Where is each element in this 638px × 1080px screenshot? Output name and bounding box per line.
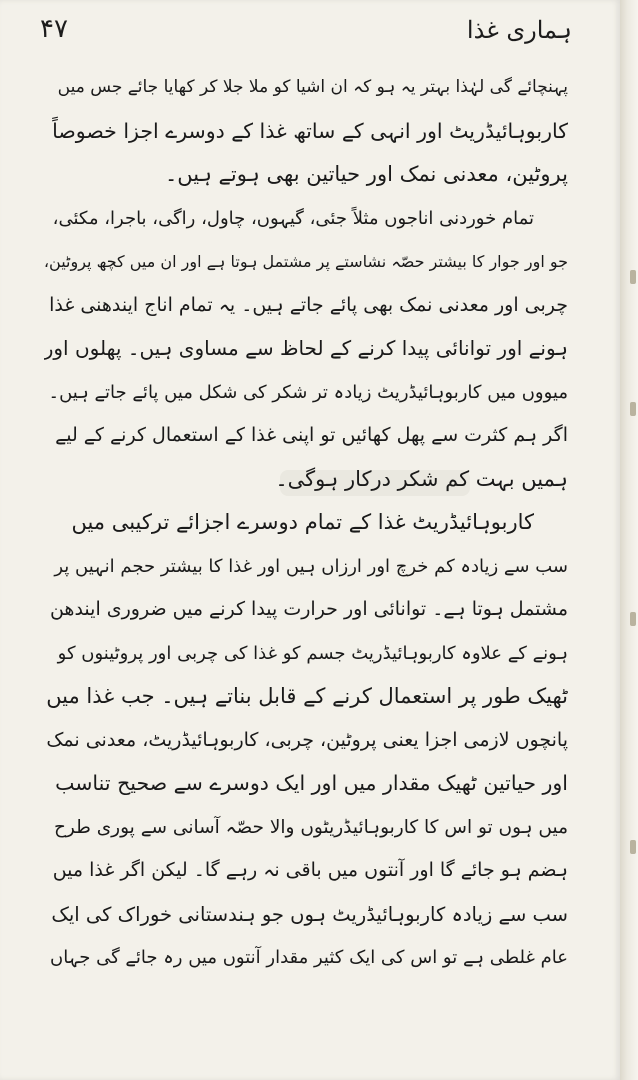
text-line: سب سے زیادہ کاربوہائیڈریٹ ہوں جو ہندستانی خوراک کی ایک	[51, 902, 568, 926]
text-line: میں ہوں تو اس کا کاربوہائیڈریٹوں والا حصّہ آسانی سے پوری طرح	[53, 816, 568, 838]
text-line: میووں میں کاربوہائیڈریٹ زیادہ تر شکر کی شکل میں پائے جاتے ہیں۔	[48, 381, 568, 403]
text-line: چربی اور معدنی نمک بھی پائے جاتے ہیں۔ یہ تمام اناج ایندھنی غذا	[49, 293, 568, 316]
binding-mark	[630, 840, 636, 854]
text-line: پروٹین، معدنی نمک اور حیاتین بھی ہوتے ہیں۔	[164, 162, 568, 186]
text-line: سب سے زیادہ کم خرچ اور ارزاں ہیں اور غذا کا بیشتر حجم انہیں پر	[54, 555, 568, 577]
text-line: عام غلطی ہے تو اس کی ایک کثیر مقدار آنتوں میں رہ جائے گی جہاں	[49, 947, 568, 968]
page-edge	[620, 0, 638, 1080]
text-line: پہنچائے گی لہٰذا بہتر یہ ہو کہ ان اشیا کو ملا جلا کر کھایا جائے جس میں	[57, 77, 568, 97]
binding-mark	[630, 402, 636, 416]
text-line: کاربوہائیڈریٹ اور انہی کے ساتھ غذا کے دوسرے اجزا خصوصاً	[52, 118, 568, 143]
text-line: مشتمل ہوتا ہے۔ توانائی اور حرارت پیدا کرنے میں ضروری ایندھن	[49, 598, 568, 620]
text-line: اگر ہم کثرت سے پھل کھائیں تو اپنی غذا کے استعمال کرنے کے لیے	[55, 424, 568, 446]
text-line: ٹھیک طور پر استعمال کرنے کے قابل بناتے ہیں۔ جب غذا میں	[46, 684, 568, 708]
text-line: کاربوہائیڈریٹ غذا کے تمام دوسرے اجزائے ترکیبی میں	[71, 510, 534, 534]
page-header	[40, 12, 572, 52]
text-line: تمام خوردنی اناجوں مثلاً جئی، گیہوں، چاول، راگی، باجرا، مکئی،	[52, 207, 534, 229]
text-line: اور حیاتین ٹھیک مقدار میں اور ایک دوسرے سے صحیح تناسب	[55, 771, 568, 795]
text-line: جو اور جوار کا بیشتر حصّہ نشاستے پر مشتمل ہوتا ہے اور ان میں کچھ پروٹین،	[44, 252, 568, 271]
binding-mark	[630, 270, 636, 284]
page-number: ۴۷	[40, 14, 68, 44]
body-text	[44, 66, 568, 980]
binding-mark	[630, 612, 636, 626]
text-line: ہونے کے علاوہ کاربوہائیڈریٹ جسم کو غذا کی چربی اور پروٹینوں کو	[57, 642, 568, 664]
text-line: ہضم ہو جائے گا اور آنتوں میں باقی نہ رہے گا۔ لیکن اگر غذا میں	[52, 859, 568, 881]
text-line: پانچوں لازمی اجزا یعنی پروٹین، چربی، کاربوہائیڈریٹ، معدنی نمک	[46, 728, 568, 751]
running-title: ہماری غذا	[466, 16, 572, 44]
text-line: ہمیں بہت کم شکر درکار ہوگی۔	[275, 466, 568, 491]
text-line: ہونے اور توانائی پیدا کرنے کے لحاظ سے مساوی ہیں۔ پھلوں اور	[44, 336, 568, 360]
